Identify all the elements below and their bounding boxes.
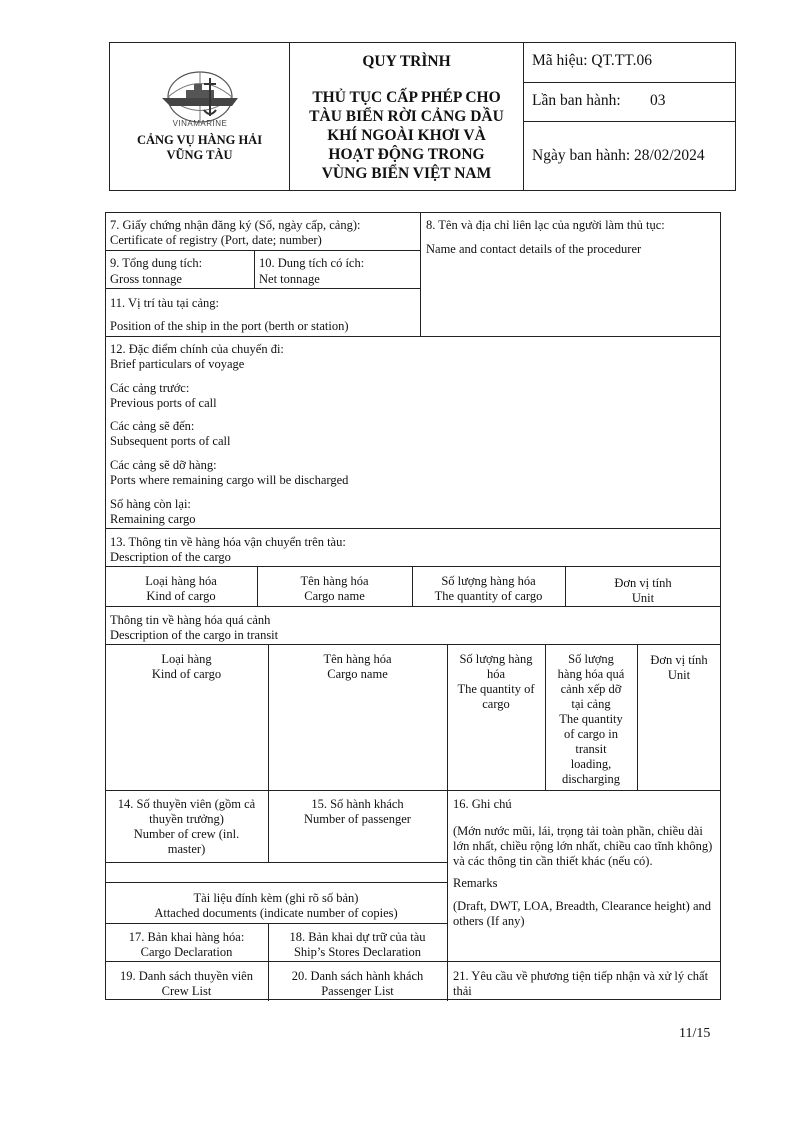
field-13-label-vi: 13. Thông tin về hàng hóa vận chuyển trên tàu:	[110, 535, 346, 549]
attached-docs-label-en: Attached documents (indicate number of copies)	[154, 906, 398, 920]
field-11-label-vi: 11. Vị trí tàu tại cảng:	[110, 296, 220, 310]
next-ports-label-en: Subsequent ports of call	[110, 434, 231, 448]
org-name-line1: CẢNG VỤ HÀNG HẢI	[136, 133, 263, 147]
field-11-label-en: Position of the ship in the port (berth or station)	[110, 319, 349, 333]
field-20-label-en: Passenger List	[321, 984, 394, 998]
row-line	[105, 250, 420, 251]
remaining-cargo-label-en: Remaining cargo	[110, 512, 196, 526]
field-17-label-vi: 17. Bản khai hàng hóa:	[128, 930, 245, 944]
cargo-col-name-en: Cargo name	[304, 589, 365, 603]
field-10-label-vi: 10. Dung tích có ích:	[259, 256, 365, 270]
field-8-label-vi: 8. Tên và địa chỉ liên lạc của người làm thủ tục:	[426, 218, 665, 232]
field-20-label	[268, 969, 447, 999]
procedure-title-line: KHÍ NGOÀI KHƠI VÀ	[327, 127, 486, 144]
cargo-col-kind-vi: Loại hàng hóa	[145, 574, 217, 588]
previous-ports-label-en: Previous ports of call	[110, 396, 217, 410]
discharge-ports-label-vi: Các cảng sẽ dỡ hàng:	[110, 458, 217, 472]
field-12-label-vi: 12. Đặc điểm chính của chuyến đi:	[110, 342, 284, 356]
field-15-label: 15. Số hành khách Number of passenger	[304, 797, 411, 826]
transit-cargo-label-en: Description of the cargo in transit	[110, 628, 279, 642]
page-number: 11/15	[679, 1026, 711, 1041]
row-line	[105, 882, 447, 883]
col-line	[420, 212, 421, 336]
field-19-label	[105, 969, 268, 999]
header-divider-3	[523, 82, 736, 83]
field-13-label-en: Description of the cargo	[110, 550, 231, 564]
document-code: Mã hiệu: QT.TT.06	[532, 52, 652, 69]
field-7-label-en: Certificate of registry (Port, date; number)	[110, 233, 322, 247]
cargo-col-quantity-vi: Số lượng hàng hóa	[441, 574, 536, 588]
row-line	[105, 644, 721, 645]
field-16-label-vi: 16. Ghi chú	[453, 797, 512, 811]
field-10-label-en: Net tonnage	[259, 272, 320, 286]
attached-docs-label-vi: Tài liệu đính kèm (ghi rõ số bản)	[193, 891, 359, 905]
logo-text: VINAMARINE	[172, 119, 228, 128]
col-line	[254, 250, 255, 288]
field-20-label-vi: 20. Danh sách hành khách	[291, 969, 424, 983]
procedure-title	[290, 88, 523, 183]
row-line	[105, 862, 447, 863]
field-7-label-vi: 7. Giấy chứng nhận đăng ký (Số, ngày cấp, cảng):	[110, 218, 361, 232]
attached-docs-label	[105, 891, 447, 921]
transit-col-kind: Loại hàng Kind of cargo	[151, 652, 222, 681]
procedure-title-line: TÀU BIỂN RỜI CẢNG DẦU	[309, 108, 504, 125]
field-16-label-en: Remarks	[453, 876, 498, 890]
field-9-label-vi: 9. Tổng dung tích:	[110, 256, 203, 270]
field-21-label: 21. Yêu cầu về phương tiện tiếp nhận và xử lý chất thải	[453, 969, 709, 998]
field-17-label-en: Cargo Declaration	[140, 945, 233, 959]
procedure-title-line: VÙNG BIỂN VIỆT NAM	[321, 165, 492, 182]
organization-logo	[150, 70, 250, 126]
transit-col-quantity: Số lượng hàng hóa The quantity of cargo	[457, 652, 535, 711]
row-line	[105, 336, 721, 337]
procedure-title-line: HOẠT ĐỘNG TRONG	[328, 146, 485, 163]
cargo-col-unit-vi: Đơn vị tính	[614, 576, 672, 590]
cargo-col-quantity-en: The quantity of cargo	[434, 589, 543, 603]
row-line	[105, 288, 420, 289]
discharge-ports-label-en: Ports where remaining cargo will be discharged	[110, 473, 349, 487]
row-line	[105, 790, 721, 791]
field-18-label-vi: 18. Bản khai dự trữ của tàu	[289, 930, 426, 944]
field-8-label-en: Name and contact details of the procedurer	[426, 242, 642, 256]
transit-col-unit: Đơn vị tính Unit	[650, 653, 708, 682]
field-16-note-vi: (Mớn nước mũi, lái, trọng tải toàn phần, chiều dài lớn nhất, chiều rộng lớn nhất, chiều cao tĩnh không) và các thông tin cần thiết khác (nếu có).	[453, 824, 713, 868]
transit-col-name: Tên hàng hóa Cargo name	[323, 652, 392, 681]
cargo-col-quantity	[412, 574, 565, 604]
issue-label: Lần ban hành:	[532, 92, 621, 109]
header-divider-2	[523, 42, 524, 191]
row-line	[105, 961, 721, 962]
transit-col-transit-quantity: Số lượng hàng hóa quá cảnh xếp dỡ tại cảng The quantity of cargo in transit loading, discharging	[557, 652, 625, 786]
procedure-title-line: THỦ TỤC CẤP PHÉP CHO	[312, 89, 501, 106]
cargo-col-kind	[105, 574, 257, 604]
cargo-col-unit-en: Unit	[631, 591, 655, 605]
next-ports-label-vi: Các cảng sẽ đến:	[110, 419, 195, 433]
issue-number: 03	[650, 92, 666, 109]
row-line	[105, 923, 447, 924]
row-line	[105, 528, 721, 529]
cargo-col-name	[257, 574, 412, 604]
field-18-label	[268, 930, 447, 960]
field-9-label-en: Gross tonnage	[110, 272, 182, 286]
field-14-label: 14. Số thuyền viên (gồm cả thuyền trưởng) Number of crew (inl. master)	[117, 797, 256, 856]
field-12-label-en: Brief particulars of voyage	[110, 357, 245, 371]
previous-ports-label-vi: Các cảng trước:	[110, 381, 190, 395]
remaining-cargo-label-vi: Số hàng còn lại:	[110, 497, 191, 511]
row-line	[105, 566, 721, 567]
field-19-label-vi: 19. Danh sách thuyền viên	[120, 969, 253, 983]
field-19-label-en: Crew List	[161, 984, 212, 998]
field-18-label-en: Ship’s Stores Declaration	[293, 945, 422, 959]
field-16-note-en: (Draft, DWT, LOA, Breadth, Clearance height) and others (If any)	[453, 899, 711, 928]
field-17-label	[105, 930, 268, 960]
cargo-col-unit	[565, 576, 721, 606]
row-line	[105, 606, 721, 607]
ship-anchor-icon	[150, 70, 250, 126]
cargo-col-name-vi: Tên hàng hóa	[300, 574, 369, 588]
issue-date: Ngày ban hành: 28/02/2024	[532, 147, 705, 164]
header-divider-4	[523, 121, 736, 122]
cargo-col-kind-en: Kind of cargo	[146, 589, 216, 603]
transit-cargo-label-vi: Thông tin về hàng hóa quá cảnh	[110, 613, 271, 627]
document-type-title: QUY TRÌNH	[362, 53, 451, 70]
org-name-line2: VŨNG TÀU	[166, 148, 233, 162]
